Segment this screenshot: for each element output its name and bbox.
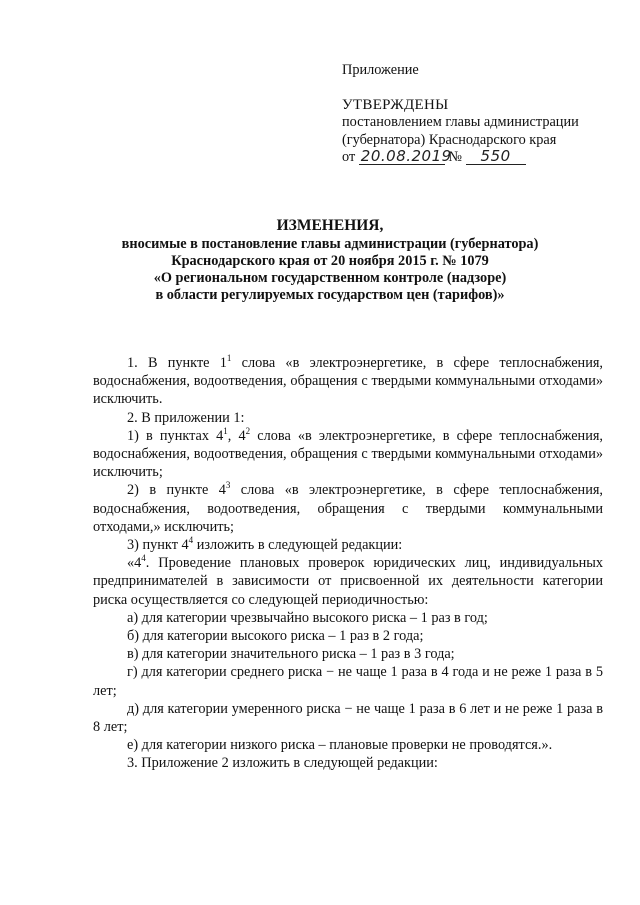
superscript: 3	[225, 480, 231, 491]
paragraph-6	[93, 554, 603, 609]
text-run: 1) в пунктах 4	[127, 427, 224, 444]
paragraph-9: в) для категории значительного риска – 1 раз в 3 года;	[127, 646, 455, 663]
appendix-label: Приложение	[342, 62, 419, 78]
text-run: слова «в электроэнергетике, в сфере теплоснабжения, водоснабжения, водоотведения, обращения с твердыми коммунальными отходами» исключить.	[93, 355, 603, 408]
text-run: 1. В пункте 1	[127, 355, 227, 371]
paragraph-13: 3. Приложение 2 изложить в следующей редакции:	[127, 755, 438, 772]
approval-line-2: (губернатора) Краснодарского края	[342, 131, 557, 148]
text-run: 2) в пункте 4	[127, 482, 226, 499]
superscript: 2	[245, 426, 251, 437]
paragraph-7: а) для категории чрезвычайно высокого риска – 1 раз в год;	[127, 609, 488, 626]
paragraph-8: б) для категории высокого риска – 1 раз в 2 года;	[127, 628, 424, 645]
text-run: слова «в электроэнергетике, в сфере теплоснабжения, водоснабжения, водоотведения, обращения с твердыми коммунальными отходами,» исключить;	[93, 482, 603, 535]
from-label: от	[342, 149, 356, 165]
paragraph-4	[93, 481, 603, 536]
document-title	[80, 217, 580, 304]
superscript: 1	[223, 426, 228, 437]
handwritten-number: 550	[466, 149, 526, 165]
paragraph-11: д) для категории умеренного риска − не чаще 1 раза в 6 лет и не реже 1 раза в 8 лет;	[93, 700, 603, 736]
title-heading: ИЗМЕНЕНИЯ,	[276, 217, 384, 234]
superscript: 4	[188, 535, 194, 546]
title-line-3: «О региональном государственном контроле (надзоре)	[153, 270, 507, 286]
paragraph-3	[93, 427, 603, 482]
approval-block	[342, 62, 579, 167]
date-number-line	[342, 149, 579, 167]
text-run: изложить в следующей редакции:	[193, 537, 403, 554]
paragraph-5	[93, 536, 603, 554]
text-run: , 4	[227, 427, 246, 444]
text-run: «4	[127, 555, 142, 572]
number-label: №	[448, 149, 463, 165]
paragraph-12: е) для категории низкого риска – плановые проверки не проводятся.».	[127, 737, 553, 754]
title-line-4: в области регулируемых государством цен (тарифов)»	[155, 287, 505, 303]
superscript: 1	[226, 353, 232, 364]
document-body	[93, 354, 603, 773]
text-run: слова «в электроэнергетике, в сфере теплоснабжения, водоснабжения, водоотведения, обращения с твердыми коммунальными отходами» исключить;	[93, 427, 604, 481]
title-line-2: Краснодарского края от 20 ноября 2015 г. № 1079	[171, 253, 489, 269]
paragraph-10: г) для категории среднего риска − не чаще 1 раза в 4 года и не реже 1 раза в 5 лет;	[93, 664, 603, 699]
superscript: 4	[141, 553, 146, 564]
title-line-1: вносимые в постановление главы администрации (губернатора)	[121, 236, 539, 252]
text-run: 3) пункт 4	[127, 537, 189, 554]
text-run: . Проведение плановых проверок юридических лиц, индивидуальных предпринимателей в зависимости от присвоенной их деятельности категории риска осуществляется со следующей периодичностью:	[93, 555, 603, 608]
approved-label: УТВЕРЖДЕНЫ	[342, 96, 449, 113]
handwritten-date: 20.08.2019	[360, 147, 452, 165]
paragraph-1	[93, 354, 603, 409]
approval-line-1: постановлением главы администрации	[342, 114, 579, 130]
spacer	[342, 80, 579, 97]
paragraph-2: 2. В приложении 1:	[127, 409, 245, 426]
